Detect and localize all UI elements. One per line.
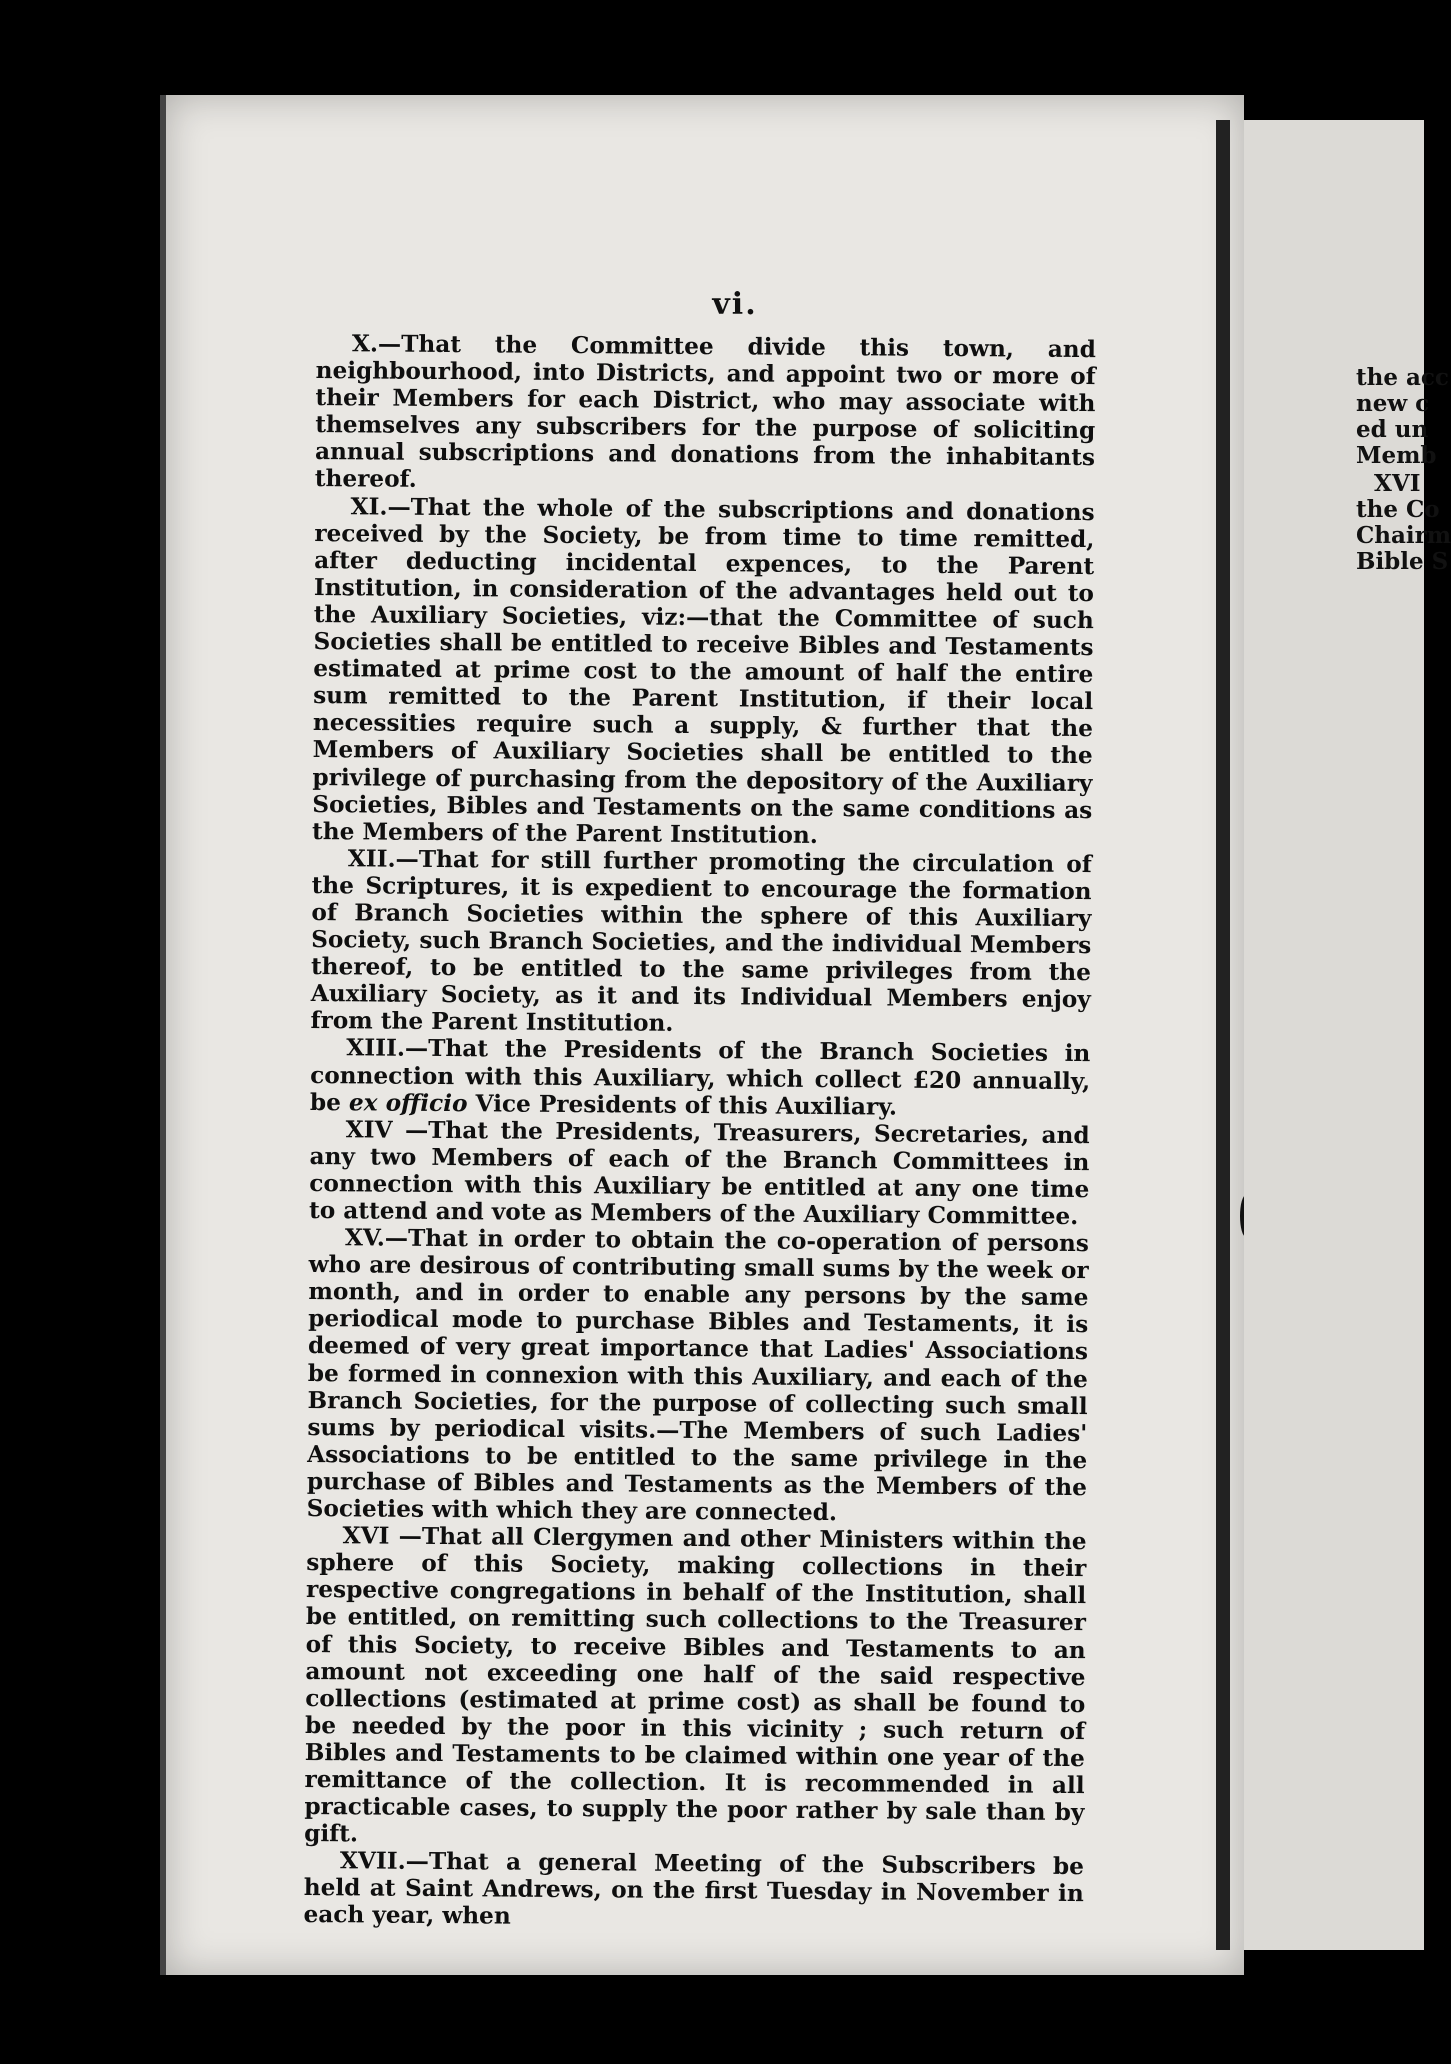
paragraph-xvi: XVI —That all Clergymen and other Ministers within the sphere of this Society, making collections in their respective congregations in behalf of the Institution, shall be entitled, on remitting such collections to the Treasurer of this Society, to receive Bibles and Testaments to an amount not exceeding one half of the said respective collections (estimated at prime cost) as shall be found to be needed by the poor in this vicinity ; such return of Bibles and Testaments to be claimed within one year of the remittance of the collection. It is recommended in all practicable cases, to supply the poor rather by sale than by gift.	[304, 1522, 1087, 1848]
page-gutter	[1216, 120, 1230, 1950]
paragraph-xiii	[310, 1034, 1091, 1121]
page-number: vi.	[712, 287, 758, 322]
paragraph-xv: XV.—That in order to obtain the co-operation of persons who are desirous of contributing small sums by the week or month, and in order to enable any persons by the same periodical mode to purchase Bibles and Testaments, it is deemed of very great importance that Ladies' Associations be formed in connexion with this Auxiliary, and each of the Branch Societies, for the purpose of collecting such small sums by periodical visits.—The Members of such Ladies' Associations to be entitled to the same privilege in the purchase of Bibles and Testaments as the Members of the Societies with which they are connected.	[306, 1224, 1089, 1527]
facing-line-2: new c	[1356, 390, 1430, 417]
facing-line-7: Chairm	[1356, 522, 1451, 549]
paragraph-xi: XI.—That the whole of the subscriptions and donations received by the Society, be from time to time remitted, after deducting incidental expences, to the Parent Institution, in consideration of the advantages held out to the Auxiliary Societies, viz:—that the Committee of such Societies shall be entitled to receive Bibles and Testaments estimated at prime cost to the amount of half the entire sum remitted to the Parent Institution, if their local necessities require such a supply, & further that the Members of Auxiliary Societies shall be entitled to the privilege of purchasing from the depository of the Auxiliary Societies, Bibles and Testaments on the same conditions as the Members of the Parent Institution.	[311, 492, 1095, 849]
facing-line-3: ed un	[1356, 416, 1429, 443]
facing-line-1: the acc	[1356, 364, 1449, 391]
paragraph-xiv: XIV —That the Presidents, Treasurers, Secretaries, and any two Members of each of the Branch Committees in connection with this Auxiliary be entitled at any one time to attend and vote as Members of the Auxiliary Committee.	[308, 1115, 1090, 1231]
facing-line-5: XVI	[1374, 470, 1421, 497]
paragraph-xvii: XVII.—That a general Meeting of the Subscribers be held at Saint Andrews, on the first Tuesday in November in each year, when	[303, 1847, 1085, 1931]
paragraph-x: X.—That the Committee divide this town, and neighbourhood, into Districts, and appoint two or more of their Members for each District, who may associate with themselves any subscribers for the purpose of soliciting annual subscriptions and donations from the inhabitants thereof.	[314, 330, 1096, 494]
paragraph-xii: XII.—That for still further promoting the circulation of the Scriptures, it is expedient to encourage the formation of Branch Societies within the sphere of this Auxiliary Society, such Branch Societies, and the individual Members thereof, to be entitled to the same privileges from the Auxiliary Society, as it and its Individual Members enjoy from the Parent Institution.	[310, 845, 1092, 1038]
facing-page-fragment	[1244, 120, 1451, 1950]
paragraph-xiii-text-b: Vice Presidents of this Auxiliary.	[467, 1089, 898, 1121]
facing-line-4: Memb	[1356, 442, 1437, 469]
document-page	[160, 95, 1244, 1975]
paragraph-xiii-text-a: XIII.—That the Presidents of the Branch Societies in connection with this Auxiliary, which collect £20 annually, be	[309, 1034, 1091, 1116]
facing-line-8: Bible S	[1356, 548, 1449, 575]
facing-line-6: the Co	[1356, 496, 1440, 523]
page-body	[303, 330, 1096, 1931]
paragraph-xiii-italic: ex officio	[348, 1088, 468, 1117]
